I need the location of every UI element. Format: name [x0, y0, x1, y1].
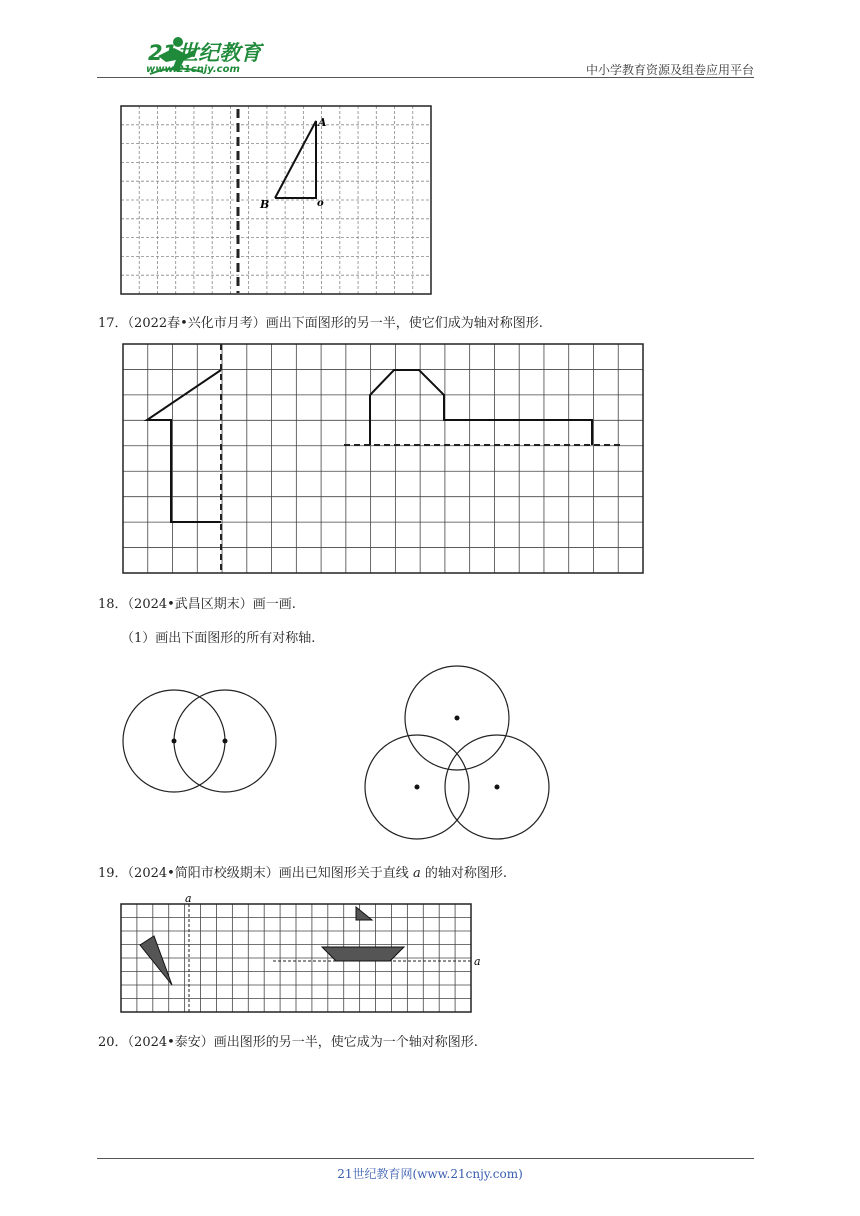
question-number: 19． — [98, 866, 128, 881]
question-17 — [98, 312, 543, 331]
grid-lines — [121, 106, 431, 294]
axis-label-top: a — [185, 892, 192, 905]
question-number: 20． — [98, 1035, 128, 1050]
label-b: B — [260, 198, 270, 211]
left-triangle-shape — [140, 936, 172, 985]
question-18 — [98, 593, 296, 612]
logo-text: 21世纪教育 — [148, 41, 262, 65]
label-o: o — [317, 198, 324, 209]
footer-divider — [97, 1158, 754, 1159]
axis-label-right: a — [474, 955, 481, 968]
question-number: 18． — [98, 597, 128, 612]
figure-16-grid — [120, 105, 432, 295]
header-platform-text: 中小学教育资源及组卷应用平台 — [585, 63, 754, 77]
center-dot-top — [455, 716, 460, 721]
figure-18-two-circles — [118, 683, 283, 798]
line-variable: a — [412, 866, 421, 881]
center-dot-right — [223, 739, 228, 744]
right-half-figure — [370, 370, 592, 445]
question-text-end: 的轴对称图形. — [420, 866, 507, 881]
center-dot-bottom-right — [495, 785, 500, 790]
figure-18-three-circles — [360, 662, 555, 842]
question-text: （2022春•兴化市月考）画出下面图形的另一半，使它们成为轴对称图形. — [127, 316, 543, 331]
question-text: （2024•简阳市校级期末）画出已知图形关于直线 — [127, 866, 413, 881]
boat-hull-shape — [322, 947, 404, 961]
center-dot-bottom-left — [415, 785, 420, 790]
grid-border — [123, 344, 643, 573]
question-19 — [98, 862, 507, 881]
label-a: A — [318, 116, 327, 129]
question-text: （2024•武昌区期末）画一画. — [127, 597, 296, 612]
footer-text: 21世纪教育网(www.21cnjy.com) — [337, 1167, 523, 1181]
question-text: （2024•泰安）画出图形的另一半，使它成为一个轴对称图形. — [127, 1035, 478, 1050]
boat-sail-shape — [356, 907, 372, 920]
question-18-sub-1: （1）画出下面图形的所有对称轴. — [121, 631, 316, 646]
question-number: 17． — [98, 316, 128, 331]
figure-19-grid — [118, 892, 486, 1016]
triangle-abo — [275, 121, 316, 198]
header-divider — [97, 77, 754, 78]
logo-url: www.21cnjy.com — [146, 64, 240, 75]
figure-17-grid — [122, 343, 644, 574]
question-20 — [98, 1031, 478, 1050]
center-dot-left — [172, 739, 177, 744]
